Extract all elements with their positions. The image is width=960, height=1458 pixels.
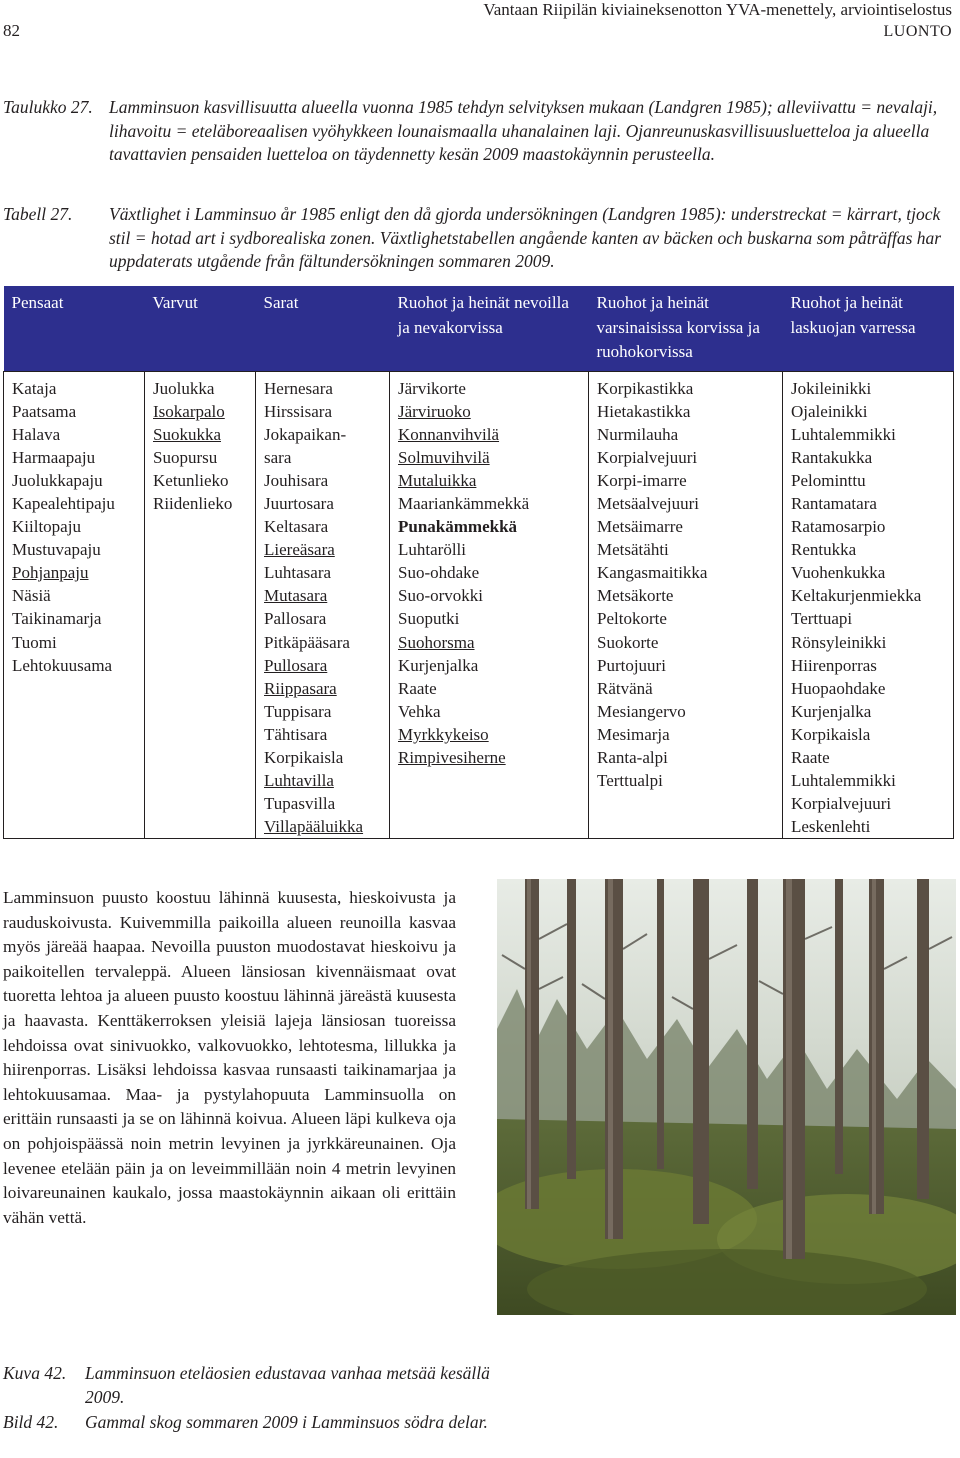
species-name: Pohjanpaju xyxy=(12,563,89,583)
species-name: Myrkkykeiso xyxy=(398,724,489,744)
species-name: Pelominttu xyxy=(791,470,866,490)
species-name: Korpikaisla xyxy=(264,748,344,767)
species-name: Korpi-imarre xyxy=(597,470,687,490)
species-name: Kapealehtipaju xyxy=(12,493,115,513)
species-name: Raate xyxy=(791,748,830,767)
species-name: Mustuvapaju xyxy=(12,540,101,560)
species-name: Konnanvihvilä xyxy=(398,424,500,444)
species-name: Halava xyxy=(12,424,61,444)
table-caption-sv xyxy=(3,203,953,274)
species-name: Nurmilauha xyxy=(597,424,679,444)
species-name: Korpikaisla xyxy=(791,724,871,744)
species-cell-sarat xyxy=(256,371,390,839)
species-name: Jouhisara xyxy=(264,470,329,490)
species-name: Hernesara xyxy=(264,378,333,398)
species-name: Ratamosarpio xyxy=(791,517,886,537)
figure-caption-fi-text: Lamminsuon eteläosien edustavaa vanhaa metsää kesällä 2009. xyxy=(85,1363,490,1407)
species-name: Riippasara xyxy=(264,678,337,698)
species-name: Luhtalemmikki xyxy=(791,771,896,791)
species-name: Juolukkapaju xyxy=(12,470,103,490)
species-name: Luhtavilla xyxy=(264,771,334,791)
figure-caption-fi xyxy=(3,1362,503,1409)
species-name: Liereäsara xyxy=(264,540,335,560)
column-header-varvut: Varvut xyxy=(145,286,256,371)
column-header-sarat: Sarat xyxy=(256,286,390,371)
species-cell-pensaat xyxy=(4,371,145,839)
species-name: Jokapaikan- xyxy=(264,424,347,444)
species-name: Taikinamarja xyxy=(12,609,102,629)
species-name: Raate xyxy=(398,678,437,698)
species-name: Metsäalvejuuri xyxy=(597,493,699,513)
column-header-korvet: Ruohot ja heinät varsinaisissa korvissa ja ruohokorvissa xyxy=(589,286,783,371)
species-name: Korpialvejuuri xyxy=(791,794,892,814)
species-name: Suokukka xyxy=(153,424,221,444)
species-name: Järviruoko xyxy=(398,401,471,421)
species-name: Rimpivesiherne xyxy=(398,748,506,767)
species-name: Juolukka xyxy=(153,378,215,398)
column-header-nevat: Ruohot ja heinät nevoilla ja nevakorvissa xyxy=(390,286,589,371)
species-name: Kataja xyxy=(12,378,57,398)
species-name: sara xyxy=(264,447,292,467)
table-caption-sv-text: Växtlighet i Lamminsuo år 1985 enligt den då gjorda undersökningen (Landgren 1985): understreckat = kärrart, tjock stil = hotad art i sydborealiska zonen. Växtlighetstabellen angående kanten av bäcken och buskarna som påträffas har uppdaterats utgående från fältundersökningen sommaren 2009. xyxy=(109,204,942,271)
page-number: 82 xyxy=(3,21,20,40)
species-name: Purtojuuri xyxy=(597,655,666,675)
species-name: Rentukka xyxy=(791,540,857,560)
species-name: Jokileinikki xyxy=(791,378,872,398)
species-name: Punakämmekkä xyxy=(398,517,518,537)
column-header-laskuoja: Ruohot ja heinät laskuojan varressa xyxy=(783,286,954,371)
species-name: Tähtisara xyxy=(264,724,328,744)
species-name: Suo-orvokki xyxy=(398,586,483,606)
species-name: Terttualpi xyxy=(597,771,663,791)
species-name: Ranta-alpi xyxy=(597,748,668,767)
species-name: Järvikorte xyxy=(398,378,466,398)
figure-caption-sv-text: Gammal skog sommaren 2009 i Lamminsuos södra delar. xyxy=(85,1412,488,1432)
species-cell-varvut xyxy=(145,371,256,839)
section-name: LUONTO xyxy=(883,23,952,40)
species-name: Rönsyleinikki xyxy=(791,632,887,652)
figure-caption-fi-label: Kuva 42. xyxy=(3,1363,67,1383)
species-name: Rätvänä xyxy=(597,678,653,698)
species-name: Peltokorte xyxy=(597,609,667,629)
species-name: Paatsama xyxy=(12,401,77,421)
species-name: Huopaohdake xyxy=(791,678,886,698)
species-name: Rantamatara xyxy=(791,493,877,513)
species-name: Metsäimarre xyxy=(597,517,683,537)
species-name: Keltakurjenmiekka xyxy=(791,586,922,606)
species-name: Lehtokuusama xyxy=(12,655,113,675)
column-header-pensaat: Pensaat xyxy=(4,286,145,371)
species-name: Kiiltopaju xyxy=(12,517,81,537)
species-cell-nevat xyxy=(390,371,589,839)
species-cell-laskuoja xyxy=(783,371,954,839)
species-name: Juurtosara xyxy=(264,493,334,513)
species-name: Tuomi xyxy=(12,632,57,652)
document-title: Vantaan Riipilän kiviaineksenotton YVA-menettely, arviointiselostus xyxy=(483,0,952,19)
species-name: Näsiä xyxy=(12,586,51,606)
species-name: Rantakukka xyxy=(791,447,873,467)
species-name: Suohorsma xyxy=(398,632,475,652)
species-name: Villapääluikka xyxy=(264,817,364,837)
species-name: Leskenlehti xyxy=(791,817,871,837)
species-name: Luhtarölli xyxy=(398,540,466,560)
species-name: Kurjenjalka xyxy=(398,655,479,675)
species-name: Kangasmaitikka xyxy=(597,563,708,583)
species-name: Ketunlieko xyxy=(153,470,229,490)
species-name: Tuppisara xyxy=(264,701,332,721)
table-header-row xyxy=(4,286,954,371)
figure-caption-sv xyxy=(3,1411,503,1435)
species-name: Pitkäpääsara xyxy=(264,632,350,652)
species-name: Pullosara xyxy=(264,655,328,675)
species-name: Ojaleinikki xyxy=(791,401,868,421)
species-name: Suo-ohdake xyxy=(398,563,480,583)
species-name: Solmuvihvilä xyxy=(398,447,490,467)
species-name: Hietakastikka xyxy=(597,401,691,421)
species-name: Mesimarja xyxy=(597,724,670,744)
species-name: Harmaapaju xyxy=(12,447,96,467)
forest-photo xyxy=(497,879,956,1315)
species-name: Korpialvejuuri xyxy=(597,447,698,467)
species-name: Korpikastikka xyxy=(597,378,694,398)
species-name: Terttuapi xyxy=(791,609,853,629)
figure-caption-sv-label: Bild 42. xyxy=(3,1412,59,1432)
species-name: Suoputki xyxy=(398,609,460,629)
species-name: Pallosara xyxy=(264,609,327,629)
species-name: Luhtasara xyxy=(264,563,332,583)
species-name: Mutasara xyxy=(264,586,328,606)
species-name: Mesiangervo xyxy=(597,701,686,721)
body-paragraph: Lamminsuon puusto koostuu lähinnä kuusesta, hieskoivusta ja rauduskoivusta. Kuivemmilla paikoilla alueen reunoilla kasvaa myös järeää haapaa. Nevoilla puuston muodostavat hieskoivu ja paikoitellen tervaleppä. Alueen länsiosan kivennäismaat ovat tuoretta lehtoa ja alueen puusto koostuu lähinnä järeästä kuusesta ja haavasta. Kenttäkerroksen yleisiä lajeja länsiosan tuoreissa lehdoissa ovat sinivuokko, valkovuokko, lehtotesma, lillukka ja hiirenporras. Lisäksi lehdoissa kasvaa runsaasti taikinamarjaa ja lehtokuusamaa. Maa- ja pystylahopuuta Lamminsuolla on erittäin runsaasti ja se on lähinnä koivua. Alueen läpi kulkeva oja on pohjoispäässä noin metrin levyinen ja jyrkkäreunainen. Oja levenee etelään päin ja on leveimmillään noin 4 metrin levyinen loivareunainen kaukalo, jossa maastokäynnin aikaan oli erittäin vähän vettä. xyxy=(3,888,456,1227)
species-name: Mutaluikka xyxy=(398,470,477,490)
species-name: Riidenlieko xyxy=(153,493,233,513)
species-name: Keltasara xyxy=(264,517,329,537)
species-name: Suopursu xyxy=(153,447,218,467)
species-name: Luhtalemmikki xyxy=(791,424,896,444)
table-caption-fi-label: Taulukko 27. xyxy=(3,97,93,117)
plant-species-table xyxy=(3,286,954,839)
species-name: Isokarpalo xyxy=(153,401,225,421)
species-name: Metsäkorte xyxy=(597,586,674,606)
species-cell-korvet xyxy=(589,371,783,839)
species-name: Kurjenjalka xyxy=(791,701,872,721)
table-caption-sv-label: Tabell 27. xyxy=(3,204,73,224)
species-name: Suokorte xyxy=(597,632,659,652)
species-name: Tupasvilla xyxy=(264,794,336,814)
species-name: Metsätähti xyxy=(597,540,669,560)
species-name: Hiirenporras xyxy=(791,655,877,675)
table-caption-fi xyxy=(3,96,953,167)
table-caption-fi-text: Lamminsuon kasvillisuutta alueella vuonna 1985 tehdyn selvityksen mukaan (Landgren 1985); alleviivattu = nevalaji, lihavoitu = eteläboreaalisen vyöhykkeen lounaismaalla uhanalainen laji. Ojanreunuskasvillisuusluetteloa ja alueella tavattavien pensaiden luetteloa on täydennetty kesän 2009 maastokäynnin perusteella. xyxy=(109,97,938,164)
species-name: Maariankämmekkä xyxy=(398,493,530,513)
species-name: Vuohenkukka xyxy=(791,563,886,583)
species-name: Hirssisara xyxy=(264,401,332,421)
table-body-row xyxy=(4,371,954,839)
species-name: Vehka xyxy=(398,701,441,721)
